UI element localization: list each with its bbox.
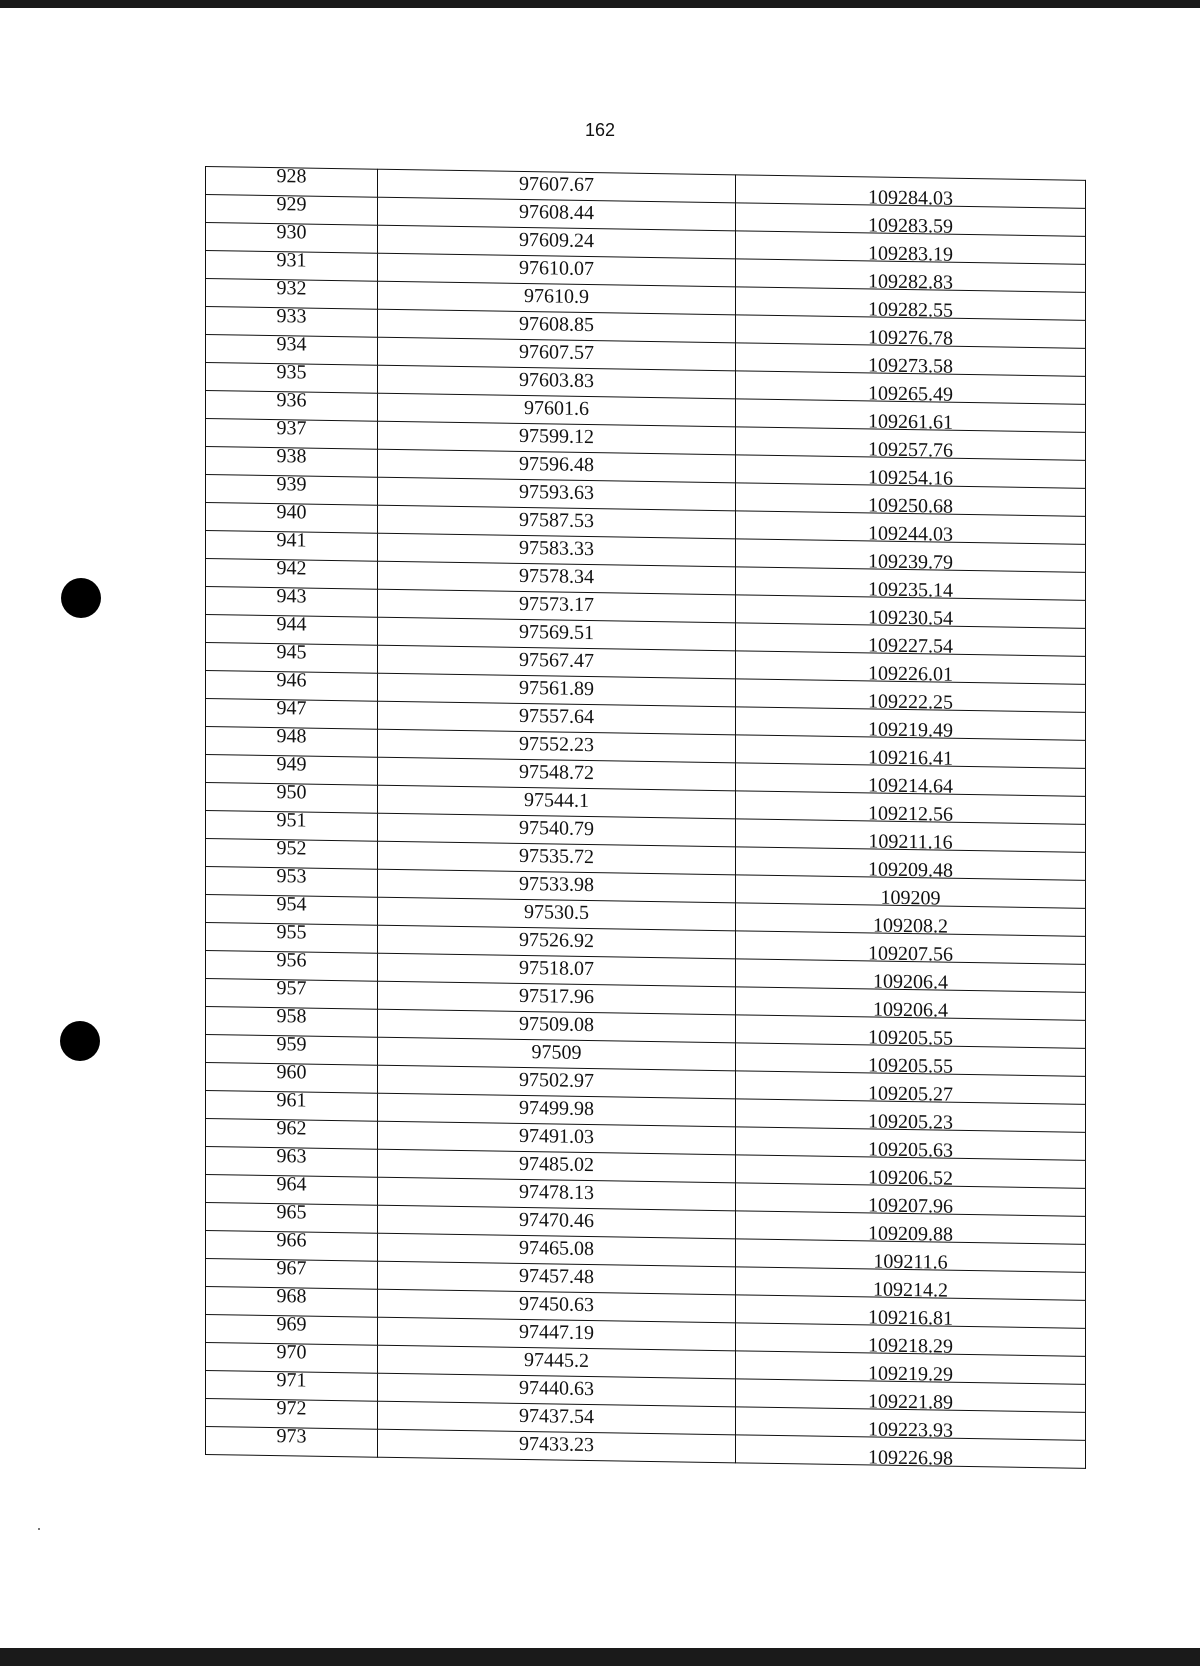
cell-text: 958 <box>276 1004 307 1028</box>
cell-text: 97587.53 <box>519 508 594 532</box>
cell-text: 97569.51 <box>519 620 594 644</box>
cell-text: 109219.29 <box>868 1361 953 1386</box>
cell-text: 109244.03 <box>868 521 953 546</box>
cell-text: 961 <box>276 1088 307 1112</box>
cell-text: 944 <box>276 612 307 636</box>
cell-text: 97433.23 <box>519 1432 594 1456</box>
cell-text: 954 <box>276 892 307 916</box>
cell-text: 97561.89 <box>519 676 594 700</box>
cell-text: 109209.88 <box>868 1221 953 1246</box>
cell-text: 97548.72 <box>519 760 594 784</box>
cell-text: 97502.97 <box>519 1068 594 1092</box>
cell-text: 109226.98 <box>868 1445 953 1470</box>
cell-text: 109214.2 <box>873 1277 948 1302</box>
cell-text: 109261.61 <box>868 409 953 434</box>
cell-text: 97437.54 <box>519 1404 594 1428</box>
cell-text: 969 <box>276 1312 307 1336</box>
cell-text: 97610.9 <box>524 284 589 308</box>
cell-text: 952 <box>276 836 307 860</box>
cell-text: 933 <box>276 304 307 328</box>
cell-text: 109207.96 <box>868 1193 953 1218</box>
cell-text: 949 <box>276 752 307 776</box>
cell-text: 97499.98 <box>519 1096 594 1120</box>
table-body <box>206 164 1086 1470</box>
x-coordinate-cell <box>378 1429 736 1463</box>
cell-text: 948 <box>276 724 307 748</box>
cell-text: 937 <box>276 416 307 440</box>
cell-text: 109257.76 <box>868 437 953 462</box>
cell-text: 970 <box>276 1340 307 1364</box>
cell-text: 97544.1 <box>524 788 589 812</box>
cell-text: 97573.17 <box>519 592 594 616</box>
cell-text: 97608.85 <box>519 312 594 336</box>
cell-text: 109211.16 <box>868 829 953 854</box>
cell-text: 109226.01 <box>868 661 953 686</box>
cell-text: 109206.4 <box>873 997 948 1022</box>
cell-text: 935 <box>276 360 307 384</box>
cell-text: 940 <box>276 500 307 524</box>
cell-text: 97552.23 <box>519 732 594 756</box>
cell-text: 97530.5 <box>524 900 589 924</box>
cell-text: 938 <box>276 444 307 468</box>
cell-text: 109212.56 <box>868 801 953 826</box>
cell-text: 109205.27 <box>868 1081 953 1106</box>
cell-text: 109227.54 <box>868 633 953 658</box>
cell-text: 971 <box>276 1368 307 1392</box>
point-number-cell <box>206 1424 378 1458</box>
cell-text: 97533.98 <box>519 872 594 896</box>
scan-speck <box>38 1528 40 1530</box>
cell-text: 965 <box>276 1200 307 1224</box>
cell-text: 97607.57 <box>519 340 594 364</box>
document-page <box>0 8 1200 1648</box>
cell-text: 97509 <box>531 1040 582 1064</box>
cell-text: 109206.52 <box>868 1165 953 1190</box>
cell-text: 973 <box>276 1424 307 1448</box>
cell-text: 931 <box>276 248 307 272</box>
cell-text: 943 <box>276 584 307 608</box>
cell-text: 109214.64 <box>868 773 953 798</box>
cell-text: 936 <box>276 388 307 412</box>
cell-text: 109208.2 <box>873 913 948 938</box>
cell-text: 968 <box>276 1284 307 1308</box>
cell-text: 942 <box>276 556 307 580</box>
cell-text: 109265.49 <box>868 381 953 406</box>
cell-text: 97445.2 <box>524 1348 589 1372</box>
cell-text: 962 <box>276 1116 307 1140</box>
cell-text: 957 <box>276 976 307 1000</box>
cell-text: 972 <box>276 1396 307 1420</box>
cell-text: 945 <box>276 640 307 664</box>
cell-text: 109221.89 <box>868 1389 953 1414</box>
cell-text: 953 <box>276 864 307 888</box>
cell-text: 947 <box>276 696 307 720</box>
cell-text: 97608.44 <box>519 200 594 224</box>
cell-text: 109235.14 <box>868 577 953 602</box>
cell-text: 934 <box>276 332 307 356</box>
cell-text: 109222.25 <box>868 689 953 714</box>
cell-text: 109276.78 <box>868 325 953 350</box>
cell-text: 964 <box>276 1172 307 1196</box>
cell-text: 109239.79 <box>868 549 953 574</box>
page-number: 162 <box>584 120 616 140</box>
cell-text: 97578.34 <box>519 564 594 588</box>
cell-text: 109209.48 <box>868 857 953 882</box>
cell-text: 97607.67 <box>519 172 594 196</box>
cell-text: 109254.16 <box>868 465 953 490</box>
cell-text: 97470.46 <box>519 1208 594 1232</box>
cell-text: 109207.56 <box>868 941 953 966</box>
cell-text: 97485.02 <box>519 1152 594 1176</box>
cell-text: 97450.63 <box>519 1292 594 1316</box>
cell-text: 109206.4 <box>873 969 948 994</box>
cell-text: 941 <box>276 528 307 552</box>
cell-text: 959 <box>276 1032 307 1056</box>
cell-text: 109218.29 <box>868 1333 953 1358</box>
cell-text: 97447.19 <box>519 1320 594 1344</box>
cell-text: 97491.03 <box>519 1124 594 1148</box>
cell-text: 932 <box>276 276 307 300</box>
coordinate-table-wrapper <box>205 166 1085 1469</box>
punch-hole <box>61 578 101 618</box>
cell-text: 963 <box>276 1144 307 1168</box>
cell-text: 930 <box>276 220 307 244</box>
cell-text: 97610.07 <box>519 256 594 280</box>
cell-text: 97596.48 <box>519 452 594 476</box>
cell-text: 97465.08 <box>519 1236 594 1260</box>
cell-text: 97567.47 <box>519 648 594 672</box>
cell-text: 97509.08 <box>519 1012 594 1036</box>
cell-text: 109282.83 <box>868 269 953 294</box>
punch-hole <box>60 1021 100 1061</box>
cell-text: 928 <box>276 164 307 188</box>
cell-text: 109216.41 <box>868 745 953 770</box>
cell-text: 109205.55 <box>868 1025 953 1050</box>
cell-text: 929 <box>276 192 307 216</box>
cell-text: 109205.55 <box>868 1053 953 1078</box>
cell-text: 109273.58 <box>868 353 953 378</box>
cell-text: 967 <box>276 1256 307 1280</box>
cell-text: 951 <box>276 808 307 832</box>
cell-text: 955 <box>276 920 307 944</box>
cell-text: 97518.07 <box>519 956 594 980</box>
cell-text: 109250.68 <box>868 493 953 518</box>
cell-text: 97609.24 <box>519 228 594 252</box>
cell-text: 956 <box>276 948 307 972</box>
cell-text: 109284.03 <box>868 185 953 210</box>
cell-text: 97440.63 <box>519 1376 594 1400</box>
cell-text: 109230.54 <box>868 605 953 630</box>
cell-text: 97526.92 <box>519 928 594 952</box>
cell-text: 97478.13 <box>519 1180 594 1204</box>
cell-text: 109205.63 <box>868 1137 953 1162</box>
cell-text: 109211.6 <box>873 1249 948 1274</box>
cell-text: 97557.64 <box>519 704 594 728</box>
coordinate-table <box>205 166 1086 1469</box>
cell-text: 109283.59 <box>868 213 953 238</box>
cell-text: 950 <box>276 780 307 804</box>
cell-text: 109216.81 <box>868 1305 953 1330</box>
cell-text: 97535.72 <box>519 844 594 868</box>
cell-text: 939 <box>276 472 307 496</box>
cell-text: 109205.23 <box>868 1109 953 1134</box>
cell-text: 960 <box>276 1060 307 1084</box>
cell-text: 97601.6 <box>524 396 589 420</box>
cell-text: 97540.79 <box>519 816 594 840</box>
cell-text: 97517.96 <box>519 984 594 1008</box>
cell-text: 97583.33 <box>519 536 594 560</box>
cell-text: 966 <box>276 1228 307 1252</box>
cell-text: 97599.12 <box>519 424 594 448</box>
cell-text: 946 <box>276 668 307 692</box>
cell-text: 109282.55 <box>868 297 953 322</box>
cell-text: 109223.93 <box>868 1417 953 1442</box>
cell-text: 97593.63 <box>519 480 594 504</box>
cell-text: 109283.19 <box>868 241 953 266</box>
cell-text: 97603.83 <box>519 368 594 392</box>
cell-text: 109219.49 <box>868 717 953 742</box>
cell-text: 109209 <box>880 886 941 910</box>
cell-text: 97457.48 <box>519 1264 594 1288</box>
